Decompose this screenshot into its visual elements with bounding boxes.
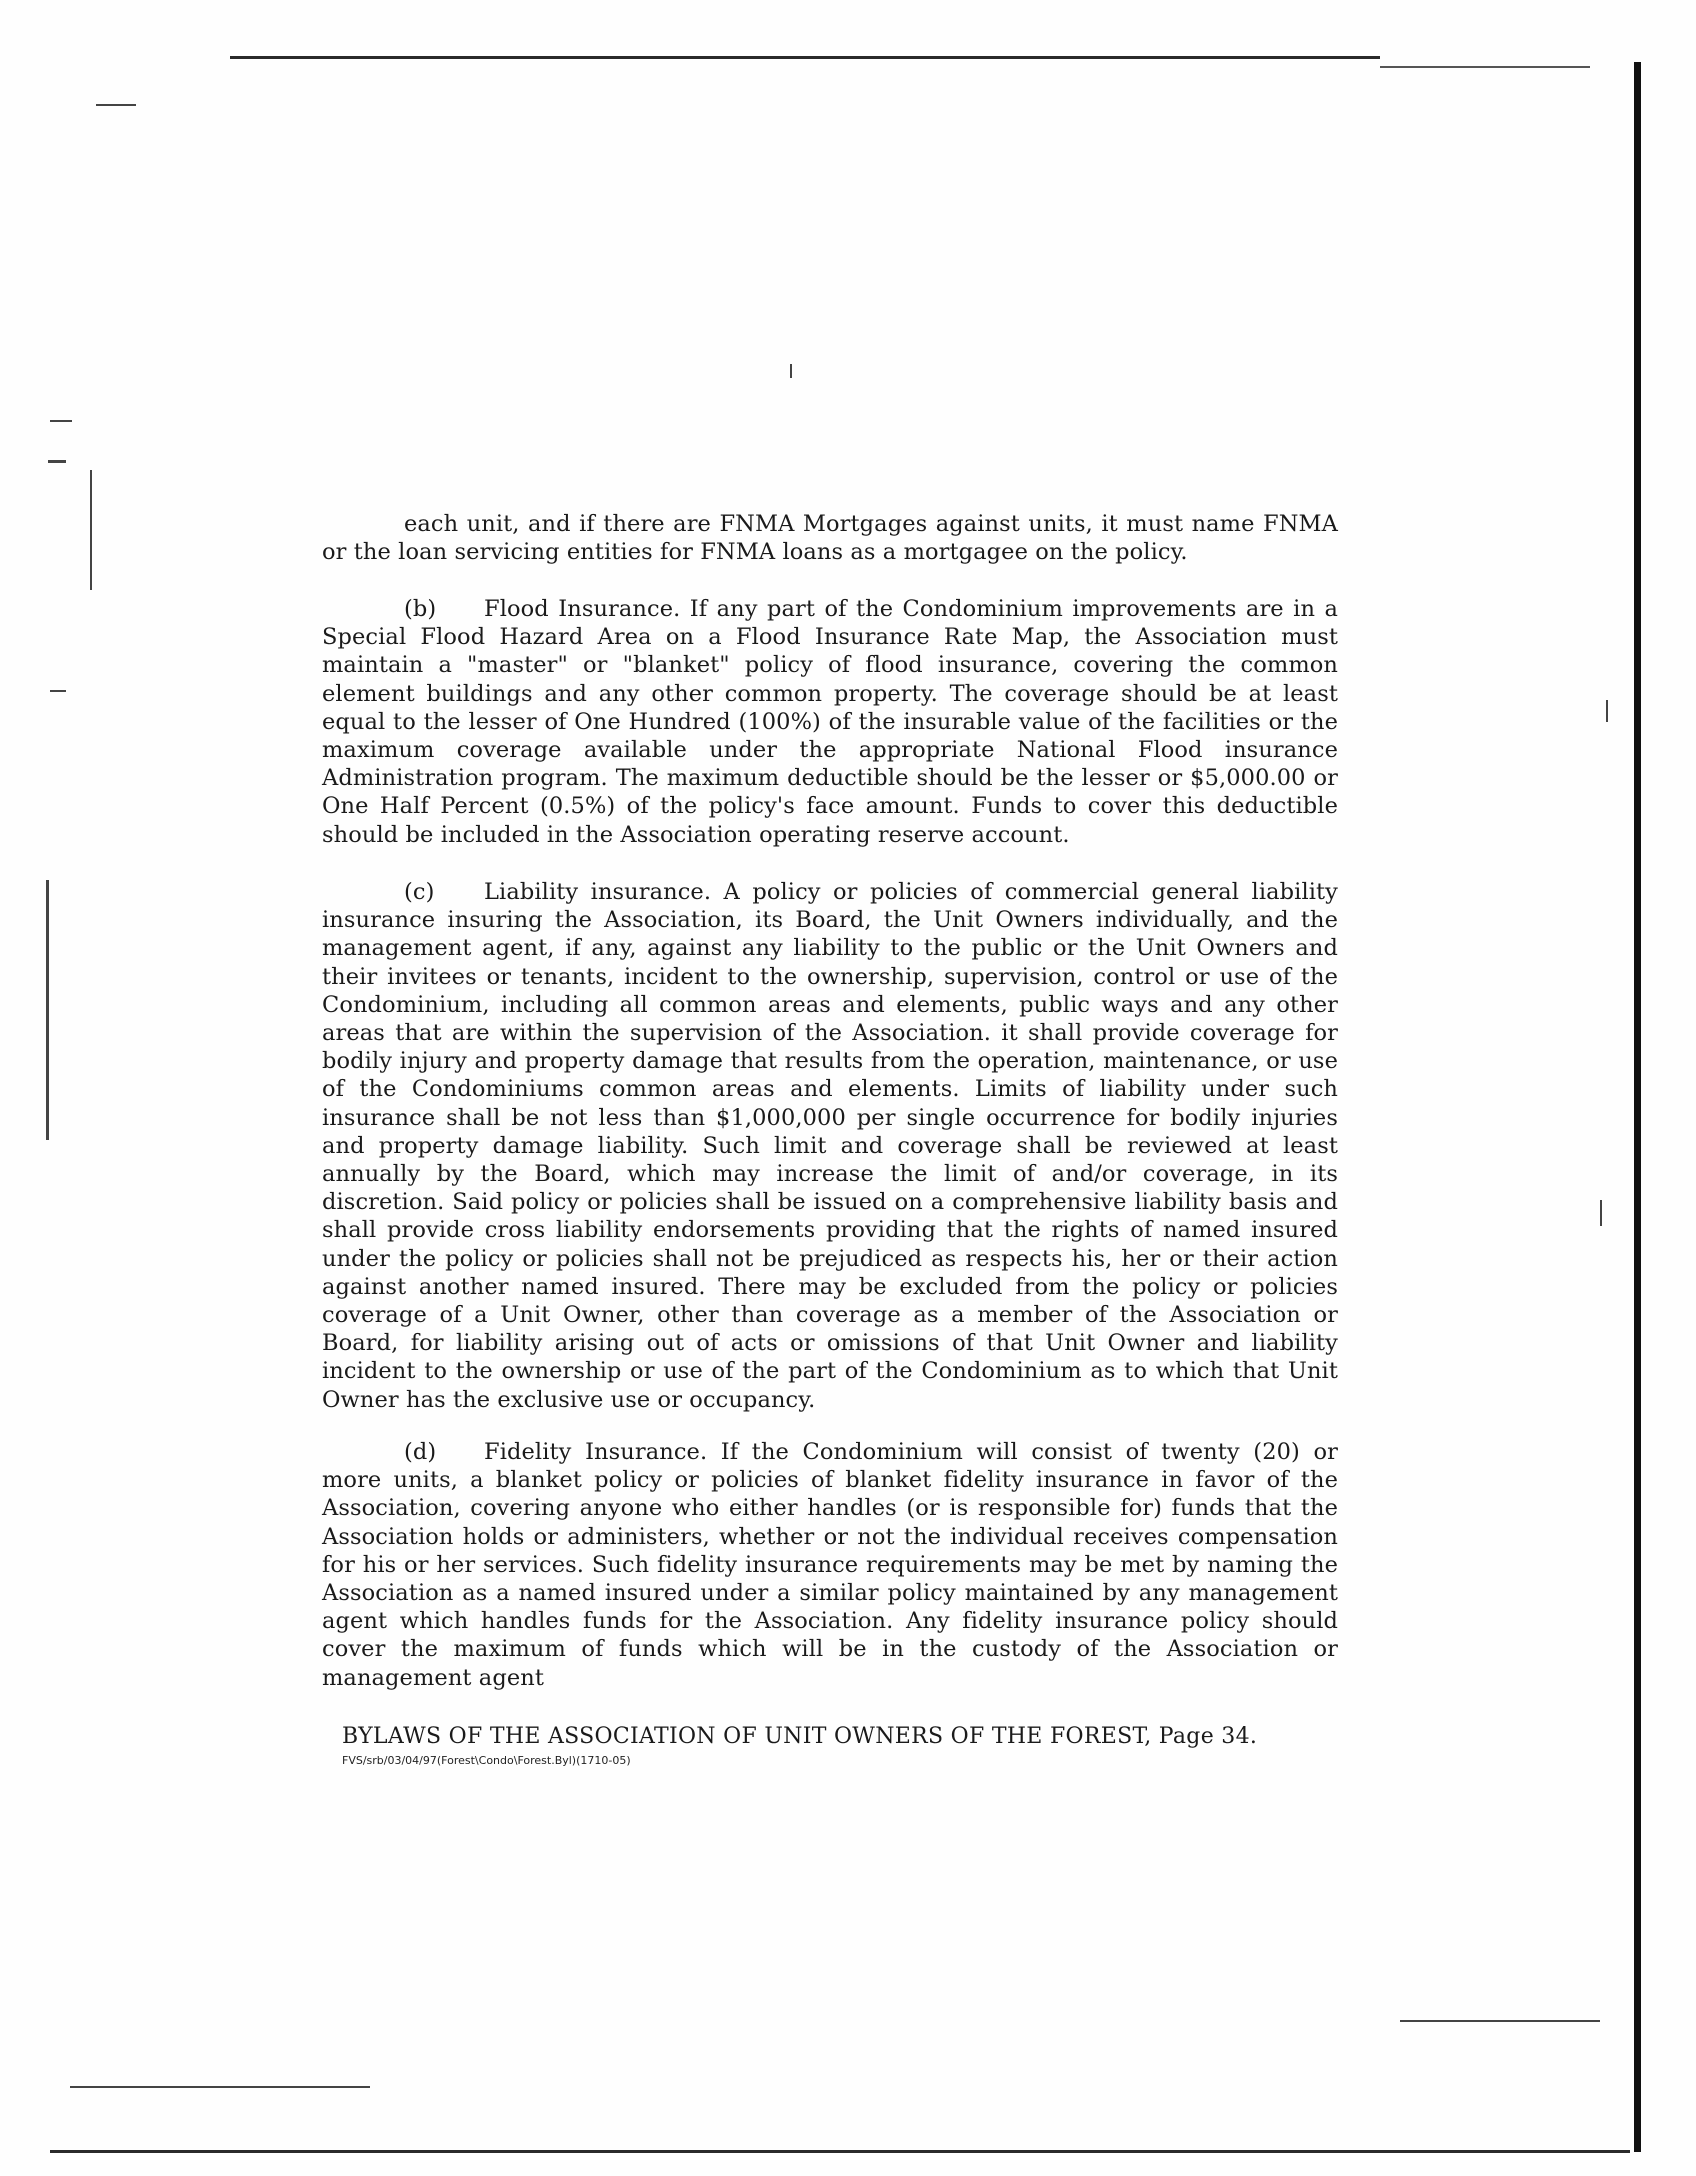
scan-artifact-left-edge [46, 880, 49, 1140]
scan-speck [1600, 1200, 1602, 1226]
paragraph-label: (b) [404, 596, 437, 622]
scan-speck [90, 470, 92, 590]
scan-speck [48, 460, 66, 463]
paragraph-text: Flood Insurance. If any part of the Condominium improvements are in a Special Flood Hazard Area on a Flood Insurance Rate Map, the Association must maintain a "master" or "blanket" policy of flood insurance, covering the common element buildings and any other common property. The coverage should be at least equal to the lesser of One Hundred (100%) of the insurable value of the facilities or the maximum coverage available under the appropriate National Flood insurance Administration program. The maximum deductible should be the lesser or $5,000.00 or One Half Percent (0.5%) of the policy's face amount. Funds to cover this deductible should be included in the Association operating reserve account. [322, 596, 1338, 848]
scan-artifact-bottom-line [50, 2150, 1630, 2153]
paragraph-label: (c) [404, 879, 435, 905]
scan-speck [96, 104, 136, 106]
scan-artifact-top-line-right [1380, 66, 1590, 68]
paragraph-liability-insurance [322, 878, 1338, 1414]
paragraph-label: (d) [404, 1439, 437, 1465]
scan-speck [790, 364, 792, 378]
scan-artifact-right-edge [1634, 62, 1641, 2152]
scan-speck [1400, 2020, 1600, 2022]
paragraph-text: each unit, and if there are FNMA Mortgages against units, it must name FNMA or the loan servicing entities for FNMA loans as a mortgagee on the policy. [322, 511, 1338, 566]
paragraph-flood-insurance [322, 595, 1338, 849]
scan-speck [1606, 700, 1608, 722]
paragraph-continuation [322, 510, 1338, 566]
footer-title: BYLAWS OF THE ASSOCIATION OF UNIT OWNERS OF THE FOREST, Page 34. [342, 1724, 1258, 1749]
scan-speck [50, 690, 66, 692]
scan-speck [70, 2086, 370, 2088]
scan-speck [50, 420, 72, 422]
paragraph-text: Liability insurance. A policy or policies of commercial general liability insurance insuring the Association, its Board, the Unit Owners individually, and the management agent, if any, against any liability to the public or the Unit Owners and their invitees or tenants, incident to the ownership, supervision, control or use of the Condominium, including all common areas and elements, public ways and any other areas that are within the supervision of the Association. it shall provide coverage for bodily injury and property damage that results from the operation, maintenance, or use of the Condominiums common areas and elements. Limits of liability under such insurance shall be not less than $1,000,000 per single occurrence for bodily injuries and property damage liability. Such limit and coverage shall be reviewed at least annually by the Board, which may increase the limit of and/or coverage, in its discretion. Said policy or policies shall be issued on a comprehensive liability basis and shall provide cross liability endorsements providing that the rights of named insured under the policy or policies shall not be prejudiced as respects his, her or their action against another named insured. There may be excluded from the policy or policies coverage of a Unit Owner, other than coverage as a member of the Association or Board, for liability arising out of acts or omissions of that Unit Owner and liability incident to the ownership or use of the part of the Condominium as to which that Unit Owner has the exclusive use or occupancy. [322, 879, 1338, 1413]
paragraph-text: Fidelity Insurance. If the Condominium will consist of twenty (20) or more units, a blanket policy or policies of blanket fidelity insurance in favor of the Association, covering anyone who either handles (or is responsible for) funds that the Association holds or administers, whether or not the individual receives compensation for his or her services. Such fidelity insurance requirements may be met by naming the Association as a named insured under a similar policy maintained by any management agent which handles funds for the Association. Any fidelity insurance policy should cover the maximum of funds which will be in the custody of the Association or management agent [322, 1439, 1338, 1691]
scan-artifact-top-line [230, 56, 1380, 59]
paragraph-fidelity-insurance [322, 1438, 1338, 1692]
footer-document-code: FVS/srb/03/04/97(Forest\Condo\Forest.Byl)(1710-05) [342, 1754, 631, 1767]
